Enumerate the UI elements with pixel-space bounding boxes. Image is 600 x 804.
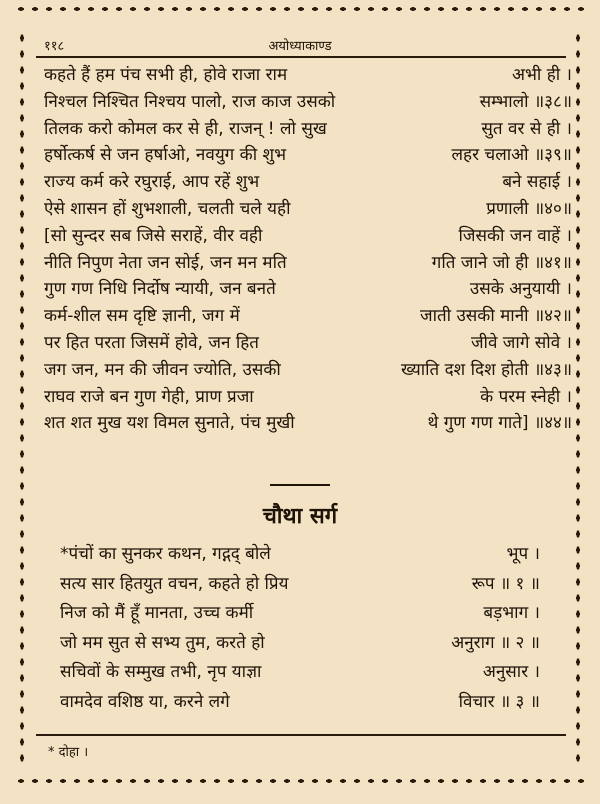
verse-line: कहते हैं हम पंच सभी ही, होवे राजा राम अभी ही । [44, 65, 572, 85]
couplet-block [60, 540, 540, 717]
couplet-line: जो मम सुत से सभ्य तुम, करते हो अनुराग ॥ २ ॥ [60, 632, 540, 653]
couplet-line: निज को मैं हूँ मानता, उच्च कर्मी बड़भाग । [60, 603, 540, 623]
section-title: चौथा सर्ग [262, 504, 338, 529]
couplet-line: वामदेव वशिष्ठ या, करने लगे विचार ॥ ३ ॥ [60, 691, 540, 712]
verse-line: राघव राजे बन गुण गेही, प्राण प्रजा के परम स्नेही । [44, 386, 572, 407]
running-title: अयोध्याकाण्ड [268, 39, 332, 54]
verse-line: निश्चल निश्चित निश्चय पालो, राज काज उसको सम्भालो ॥३८॥ [44, 91, 572, 112]
couplet-line: *पंचों का सुनकर कथन, गद्गद् बोले भूप । [60, 544, 540, 564]
verse-line: पर हित परता जिसमें होवे, जन हित जीवे जागे सोवे । [44, 332, 572, 353]
verse-line: राज्य कर्म करे रघुराई, आप रहें शुभ बने सहाई । [44, 172, 572, 193]
verse-line: शत शत मुख यश विमल सुनाते, पंच मुखी थे गुण गण गाते] ॥४४॥ [44, 413, 572, 434]
footer-rule [36, 734, 566, 736]
decorative-border-right [572, 30, 584, 770]
verse-block [44, 62, 572, 437]
decorative-border-bottom [14, 776, 586, 786]
verse-line: जग जन, मन की जीवन ज्योति, उसकी ख्याति दश दिश होती ॥४३॥ [44, 359, 572, 380]
verse-line: नीति निपुण नेता जन सोई, जन मन मति गति जाने जो ही ॥४१॥ [44, 252, 572, 273]
decorative-border-left [16, 30, 28, 770]
verse-line: हर्षोत्कर्ष से जन हर्षाओ, नवयुग की शुभ लहर चलाओ ॥३९॥ [44, 145, 572, 166]
footnote: * दोहा । [48, 745, 89, 760]
verse-line: [सो सुन्दर सब जिसे सराहें, वीर वही जिसकी जन वाहें । [44, 225, 572, 246]
couplet-line: सचिवों के सम्मुख तभी, नृप याज्ञा अनुसार । [60, 662, 540, 682]
header-rule [36, 56, 566, 58]
verse-line: गुण गण निधि निर्दोष न्यायी, जन बनते उसके अनुयायी । [44, 279, 572, 300]
page-number: ११८ [44, 39, 65, 54]
decorative-border-top [14, 4, 586, 14]
couplet-line: सत्य सार हितयुत वचन, कहते हो प्रिय रूप ॥ १ ॥ [60, 573, 540, 594]
verse-line: ऐसे शासन हों शुभशाली, चलती चले यही प्रणाली ॥४०॥ [44, 198, 572, 219]
verse-line: तिलक करो कोमल कर से ही, राजन् ! लो सुख सुत वर से ही । [44, 118, 572, 139]
verse-line: कर्म-शील सम दृष्टि ज्ञानी, जग में जाती उसकी मानी ॥४२॥ [44, 306, 572, 327]
section-divider [270, 484, 330, 486]
